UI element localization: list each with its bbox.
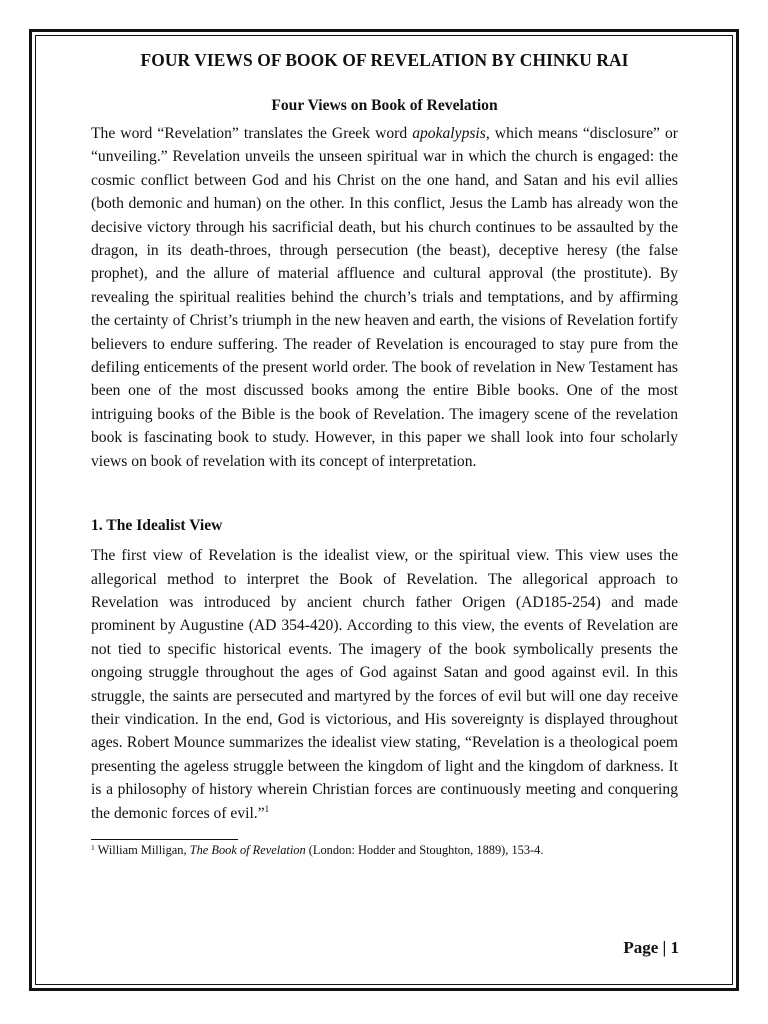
document-title: FOUR VIEWS OF BOOK OF REVELATION BY CHINKU RAI — [140, 50, 629, 70]
footnote-book-title: The Book of Revelation — [189, 842, 306, 857]
footnote-divider — [91, 839, 238, 840]
footnote-reference[interactable]: 1 — [264, 803, 270, 814]
page-label: Page — [623, 938, 659, 957]
footnote-number: 1 — [91, 842, 95, 852]
page-number-value: 1 — [670, 938, 679, 957]
idealist-view-paragraph — [91, 544, 678, 825]
footnote — [91, 842, 678, 858]
footnote-author: William Milligan, — [94, 842, 190, 857]
intro-paragraph — [91, 122, 678, 473]
page-separator: | — [658, 938, 671, 957]
intro-text-rest: , which means “disclosure” or “unveiling.” Revelation unveils the unseen spiritual war in which the church is engaged: the cosmic conflict between God and his Christ on the one hand, and Satan and his evil allies (both demonic and human) on the other. In this conflict, Jesus the Lamb has already won the decisive victory through his sacrificial death, but his church continues to be assaulted by the dragon, in its death-throes, through persecution (the beast), deceptive heresy (the false prophet), and the allure of material affluence and cultural approval (the prostitute). By revealing the spiritual realities behind the church’s trials and temptations, and by affirming the certainty of Christ’s triumph in the new heaven and earth, the visions of Revelation fortify believers to endure suffering. The reader of Revelation is encouraged to stay pure from the defiling enticements of the present world order. The book of revelation in New Testament has been one of the most discussed books among the entire Bible books. One of the most intriguing books of the Bible is the book of Revelation. The imagery scene of the revelation book is fascinating book to study. However, in this paper we shall look into four scholarly views on book of revelation with its concept of interpretation. — [91, 125, 678, 470]
page-number — [623, 938, 679, 958]
footnote-details: (London: Hodder and Stoughton, 1889), 153-4. — [305, 842, 544, 857]
intro-italic-word: apokalypsis — [412, 125, 486, 142]
section-heading-idealist-view: 1. The Idealist View — [91, 517, 223, 535]
page-content — [91, 46, 678, 858]
idealist-view-text: The first view of Revelation is the idealist view, or the spiritual view. This view uses the allegorical method to interpret the Book of Revelation. The allegorical approach to Revelation was introduced by ancient church father Origen (AD185-254) and made prominent by Augustine (AD 354-420). According to this view, the events of Revelation are not tied to specific historical events. The imagery of the book symbolically presents the ongoing struggle throughout the ages of God against Satan and good against evil. In this struggle, the saints are persecuted and martyred by the forces of evil but will one day receive their vindication. In the end, God is victorious, and His sovereignty is displayed throughout ages. Robert Mounce summarizes the idealist view stating, “Revelation is a theological poem presenting the ageless struggle between the kingdom of light and the kingdom of darkness. It is a philosophy of history wherein Christian forces are continuously meeting and conquering the demonic forces of evil.” — [91, 547, 678, 822]
intro-text-start: The word “Revelation” translates the Greek word — [91, 125, 413, 142]
document-subtitle: Four Views on Book of Revelation — [271, 97, 498, 114]
